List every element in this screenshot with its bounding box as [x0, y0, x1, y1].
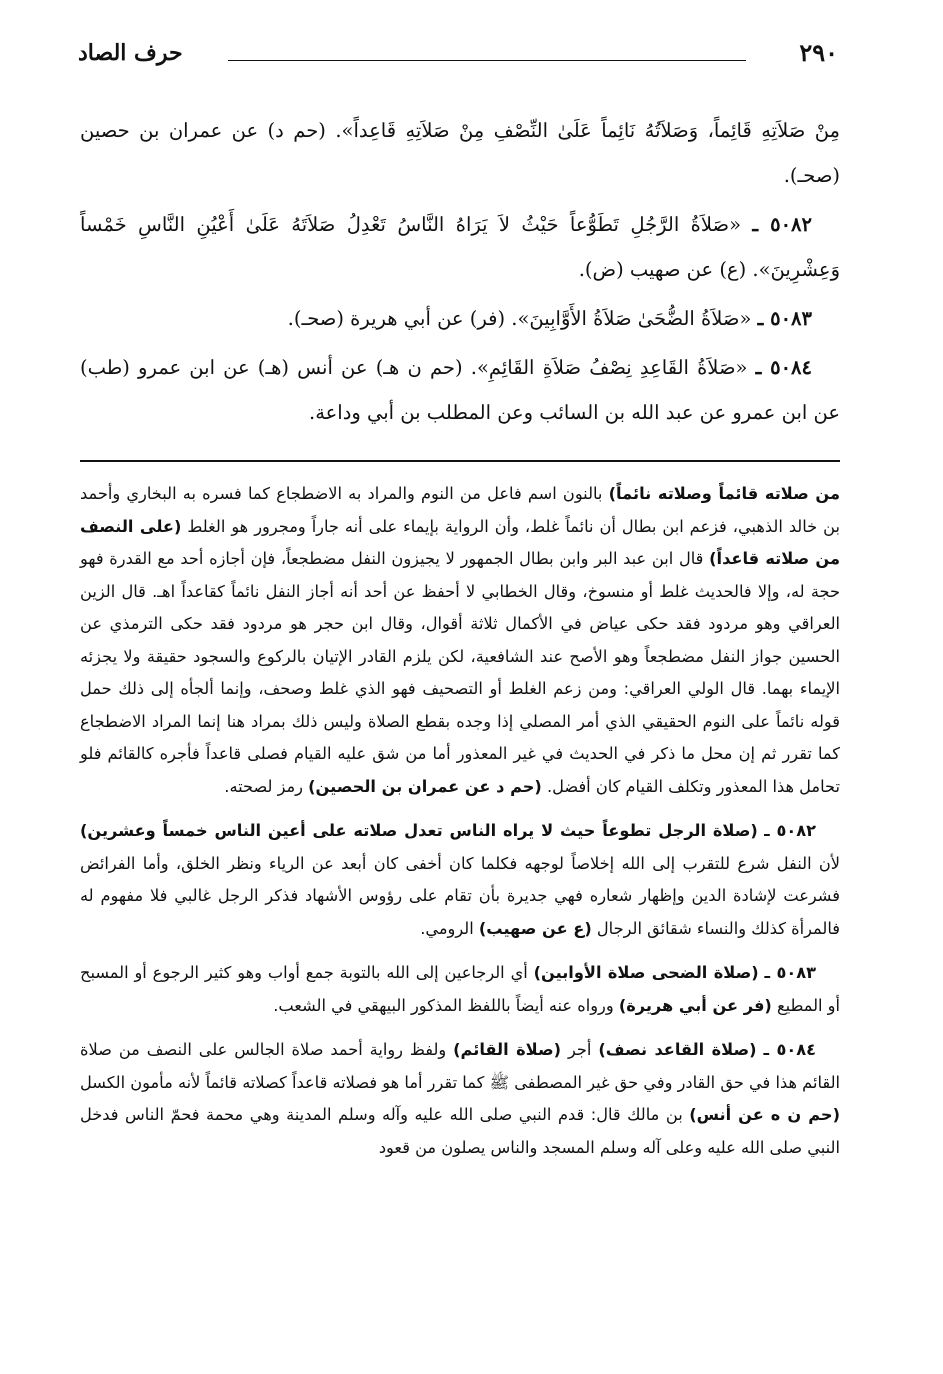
- hadith-text: «صَلاَةُ الضُّحَىٰ صَلاَةُ الأَوَّابِينَ». (فر) عن أبي هريرة (صحـ).: [287, 307, 752, 330]
- commentary-number: ٥٠٨٣ ـ: [764, 963, 816, 982]
- commentary-block: [80, 957, 840, 1022]
- commentary-number: ٥٠٨٢ ـ: [764, 821, 816, 840]
- hadith-text: «صَلاَةُ الرَّجُلِ تَطَوُّعاً حَيْثُ لاَ يَرَاهُ النَّاسُ تَعْدِلُ صَلاَتَهُ عَلَىٰ أَعْيُنِ النَّاسِ خَمْساً وَعِشْرِينَ». (ع) عن صهيب (ض).: [80, 213, 840, 281]
- commentary-text-run: أجر: [567, 1040, 592, 1059]
- hadith-number: ٥٠٨٤ ـ: [755, 356, 812, 379]
- hadith-main-text: [80, 108, 840, 439]
- page-header: [78, 38, 838, 72]
- commentary-text-run: ولفظ رواية أحمد صلاة الجالس على النصف من صلاة القائم هذا في حق القادر وفي حق غير المصطفى ﷺ كما تقرر أما هو فصلاته قاعداً كصلاته قائماً لأنه مأمون الكسل: [80, 1040, 840, 1092]
- commentary-text-run: قال ابن عبد البر وابن بطال الجمهور لا يجيزون النفل مضطجعاً، فإن أجازه أحد مع القدرة فهو حجة له، وإلا فالحديث غلط أو منسوخ، وقال الخطابي لا أحفظ عن أحد أنه أجاز النفل نائماً كقاعداً اهـ. قال الزين العراقي وهو مردود فقد حكى عياض في الأكمال ثلاثة أقوال، وقال ابن حجر هو مردود فقد حكى الترمذي عن الحسين جواز النفل مضطجعاً وهو الأصح عند الشافعية، لكن يلزم القادر الإتيان بالركوع والسجود حقيقة ولا يجزئه الإيماء بهما. قال الولي العراقي: ومن زعم الغلط أو التصحيف فهو الذي غلط وصحف، وإنما ألجأه إلى ذلك حمل قوله نائماً على النوم الحقيقي الذي أمر المصلي إذا وجده بقطع الصلاة وليس ذلك بمراد هنا إنما المراد الاضطجاع كما تقرر ثم إن محل ما ذكر في الحديث في غير المعذور أما من شق عليه القيام فصلى قاعداً فأجره كالقائم فلو تحامل هذا المعذور وتكلف القيام كان أفضل.: [80, 549, 840, 796]
- hadith-5083: [80, 296, 840, 341]
- commentary-number: ٥٠٨٤ ـ: [763, 1040, 816, 1059]
- quoted-phrase: (صلاة القاعد نصف): [598, 1040, 757, 1059]
- hadith-number: ٥٠٨٢ ـ: [752, 213, 812, 236]
- commentary-text-run: الرومي.: [420, 918, 474, 938]
- commentary-text-run: بن مالك قال: قدم النبي صلى الله عليه وآله وسلم المدينة وهي محمة فحمّ الناس فدخل النبي صلى الله عليه وعلى آله وسلم المسجد والناس يصلون من قعود: [80, 1105, 840, 1157]
- commentary-text-run: رمز لصحته.: [224, 776, 303, 796]
- hadith-continuation: [80, 108, 840, 198]
- hadith-continuation-text: مِنْ صَلاَتِهِ قَائِماً، وَصَلاَتُهُ نَائِماً عَلَىٰ النِّصْفِ مِنْ صَلاَتِهِ قَاعِداً». (حم د) عن عمران بن حصين (صحـ).: [80, 119, 840, 187]
- commentary-block: [80, 1034, 840, 1164]
- hadith-number: ٥٠٨٣ ـ: [757, 307, 812, 330]
- commentary-text-run: بالنون اسم فاعل من النوم والمراد به الاضطجاع كما فسره به البخاري وأحمد بن خالد الذهبي، فزعم ابن بطال أن نائماً غلط، وأن الرواية بإيماء على أنه جاراً ومجرور هو الغلط: [80, 484, 840, 536]
- commentary-text-run: لأن النفل شرع للتقرب إلى الله إخلاصاً لوجهه فكلما كان أخفى كان أبعد عن الرياء ونظر الخلق، وأما الفرائض فشرعت لإشادة الدين وإظهار شعاره فهي جديرة بأن تقام على رؤوس الأشهاد فذكر الرجل غالبي فلا مفهوم له فالمرأة كذلك والنساء شقائق الرجال: [80, 853, 840, 938]
- page-number: ٢٩٠: [799, 38, 838, 67]
- header-rule: [228, 60, 746, 61]
- quoted-phrase: من صلاته قائماً وصلاته نائماً): [608, 484, 840, 503]
- hadith-5082: [80, 202, 840, 292]
- commentary-text-run: أي الرجاعين إلى الله بالتوبة جمع أواب وهو كثير الرجوع أو المسبح أو المطيع: [80, 963, 840, 1015]
- source-reference: (حم ن ه عن أنس): [689, 1105, 840, 1124]
- source-reference: (ع عن صهيب): [478, 918, 592, 938]
- section-divider: [80, 460, 840, 462]
- commentary-block: [80, 478, 840, 803]
- source-reference: (حم د عن عمران بن الحصين): [308, 776, 542, 796]
- quoted-phrase: (صلاة القائم): [453, 1040, 561, 1059]
- hadith-5084: [80, 345, 840, 435]
- chapter-title: حرف الصاد: [78, 40, 183, 66]
- commentary-text: [80, 478, 840, 1164]
- commentary-block: [80, 815, 840, 945]
- hadith-text: «صَلاَةُ القَاعِدِ نِصْفُ صَلاَةِ القَائِمِ». (حم ن هـ) عن أنس (هـ) عن ابن عمرو (طب) عن ابن عمرو عن عبد الله بن السائب وعن المطلب بن أبي وداعة.: [80, 356, 840, 424]
- quoted-phrase: (على النصف من صلاته قاعداً): [80, 516, 840, 568]
- quoted-phrase: (صلاة الرجل تطوعاً حيث لا يراه الناس تعدل صلاته على أعين الناس خمساً وعشرين): [80, 821, 758, 840]
- source-reference: (فر عن أبي هريرة): [618, 995, 772, 1015]
- quoted-phrase: (صلاة الضحى صلاة الأوابين): [533, 963, 759, 982]
- commentary-text-run: ورواه عنه أيضاً باللفظ المذكور البيهقي في الشعب.: [273, 995, 614, 1015]
